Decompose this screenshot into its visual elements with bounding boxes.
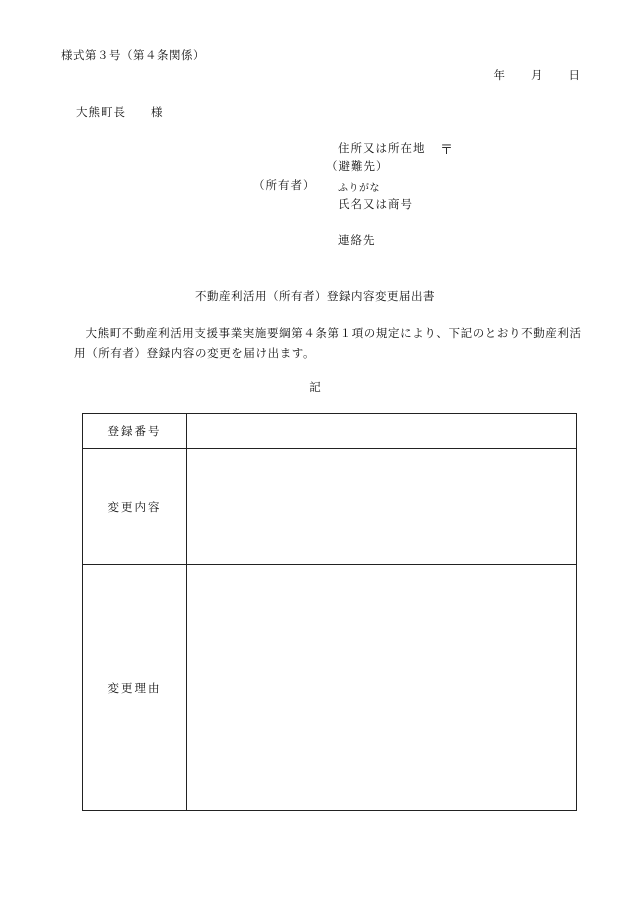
registration-number-field[interactable]: [187, 414, 577, 449]
registration-number-label: 登録番号: [83, 414, 187, 449]
registration-number-row: [83, 414, 577, 449]
body-text: 大熊町不動産利活用支援事業実施要綱第４条第１項の規定により、下記のとおり不動産利活用（所有者）登録内容の変更を届け出ます。: [74, 326, 582, 360]
name-label: 氏名又は商号: [338, 197, 413, 211]
ki-heading: 記: [309, 380, 321, 394]
contact-label: 連絡先: [338, 233, 376, 247]
address-label: 住所又は所在地: [338, 141, 426, 155]
date-line: [494, 67, 581, 83]
evacuation-label: （避難先）: [326, 159, 389, 173]
change-content-row: [83, 449, 577, 565]
owner-label: （所有者）: [253, 178, 316, 192]
date-month: 月: [531, 68, 543, 82]
postal-mark-icon: 〒: [440, 143, 454, 158]
date-year: 年: [493, 68, 505, 82]
furigana-label: ふりがな: [338, 183, 380, 194]
details-table: [82, 413, 577, 811]
document-title: 不動産利活用（所有者）登録内容変更届出書: [195, 289, 435, 303]
addressee: 大熊町長 様: [76, 105, 164, 119]
form-number: 様式第３号（第４条関係）: [61, 48, 205, 62]
change-content-field[interactable]: [187, 449, 577, 565]
date-day: 日: [568, 68, 580, 82]
change-reason-row: [83, 565, 577, 811]
change-reason-label: 変更理由: [83, 565, 187, 811]
change-reason-field[interactable]: [187, 565, 577, 811]
change-content-label: 変更内容: [83, 449, 187, 565]
